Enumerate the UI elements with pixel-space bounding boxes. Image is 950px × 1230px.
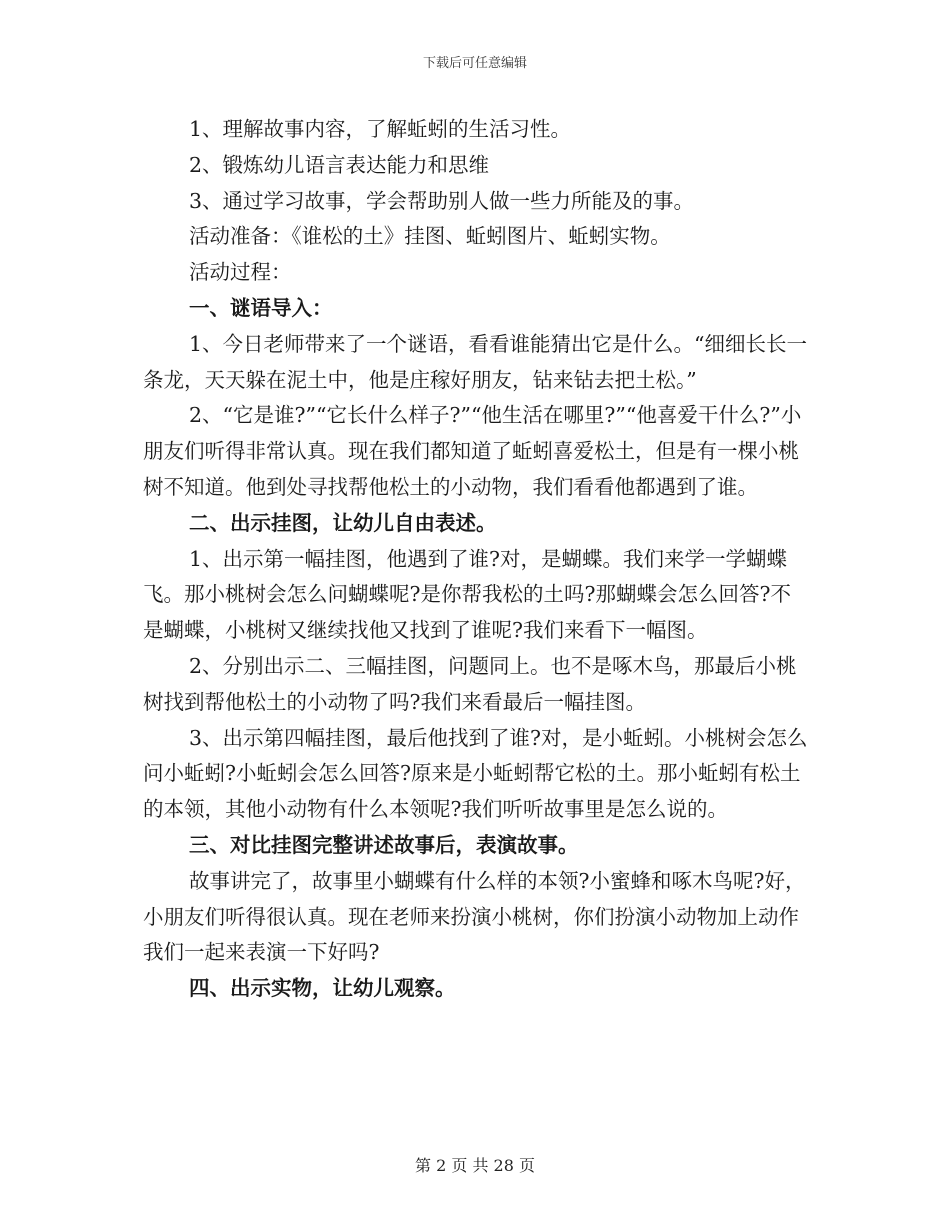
section-2-paragraph-2: 2、分别出示二、三幅挂图，问题同上。也不是啄木鸟，那最后小桃树找到帮他松土的小动物了吗?我们来看最后一幅挂图。 — [143, 653, 797, 714]
section-heading-4: 四、出示实物，让幼儿观察。 — [189, 976, 456, 1001]
goal-item-3: 3、通过学习故事，学会帮助别人做一些力所能及的事。 — [189, 188, 695, 213]
activity-process-label: 活动过程： — [189, 260, 292, 285]
page-footer: 第 2 页 共 28 页 — [415, 1156, 535, 1175]
goal-item-2: 2、锻炼幼儿语言表达能力和思维 — [189, 152, 490, 177]
section-heading-3: 三、对比挂图完整讲述故事后，表演故事。 — [189, 832, 579, 857]
section-3-paragraph-1: 故事讲完了，故事里小蝴蝶有什么样的本领?小蜜蜂和啄木鸟呢?好，小朋友们听得很认真。现在老师来扮演小桃树，你们扮演小动物加上动作我们一起来表演一下好吗? — [143, 868, 806, 965]
section-1-paragraph-1: 1、今日老师带来了一个谜语，看看谁能猜出它是什么。“细细长长一条龙，天天躲在泥土中，他是庄稼好朋友，钻来钻去把土松。” — [143, 331, 808, 392]
section-heading-1: 一、谜语导入： — [189, 295, 333, 320]
section-2-paragraph-3: 3、出示第四幅挂图，最后他找到了谁?对，是小蚯蚓。小桃树会怎么问小蚯蚓?小蚯蚓会怎么回答?原来是小蚯蚓帮它松的土。那小蚯蚓有松土的本领，其他小动物有什么本领呢?我们听听故事里是怎么说的。 — [143, 725, 808, 822]
page-header: 下载后可任意编辑 — [422, 56, 527, 71]
activity-preparation: 活动准备：《谁松的土》挂图、蚯蚓图片、蚯蚓实物。 — [189, 224, 671, 249]
section-1-paragraph-2: 2、“它是谁?”“它长什么样子?”“他生活在哪里?”“他喜爱干什么?”小朋友们听得非常认真。现在我们都知道了蚯蚓喜爱松土，但是有一棵小桃树不知道。他到处寻找帮他松土的小动物，我们看看他都遇到了谁。 — [143, 403, 802, 499]
document-body — [143, 112, 808, 1007]
goal-item-1: 1、理解故事内容，了解蚯蚓的生活习性。 — [189, 117, 572, 141]
section-heading-2: 二、出示挂图，让幼儿自由表述。 — [189, 510, 497, 535]
section-2-paragraph-1: 1、出示第一幅挂图，他遇到了谁?对，是蝴蝶。我们来学一学蝴蝶飞。那小桃树会怎么问蝴蝶呢?是你帮我松的土吗?那蝴蝶会怎么回答?不是蝴蝶，小桃树又继续找他又找到了谁呢?我们来看下一幅图。 — [143, 546, 791, 643]
